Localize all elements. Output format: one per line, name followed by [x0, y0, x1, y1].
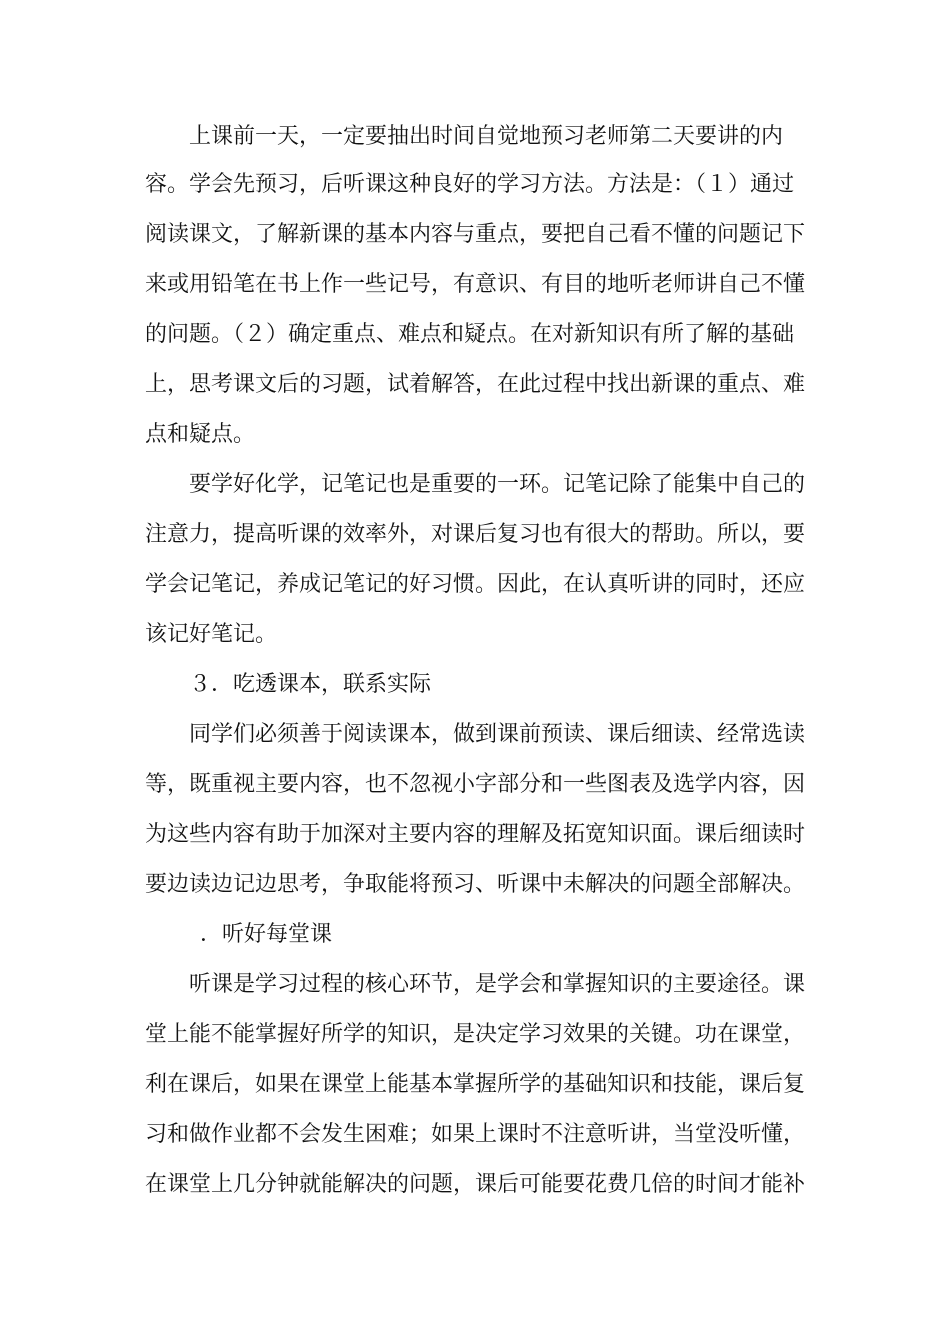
paragraph-line: 在课堂上几分钟就能解决的问题，课后可能要花费几倍的时间才能补: [145, 1172, 806, 1197]
paragraph-line: 同学们必须善于阅读课本，做到课前预读、课后细读、经常选读: [189, 722, 806, 747]
paragraph-line: 来或用铅笔在书上作一些记号，有意识、有目的地听老师讲自己不懂: [145, 272, 806, 297]
paragraph-line: 该记好笔记。: [145, 622, 278, 647]
paragraph-line: 上，思考课文后的习题，试着解答，在此过程中找出新课的重点、难: [145, 372, 806, 397]
paragraph-line: 要边读边记边思考，争取能将预习、听课中未解决的问题全部解决。: [145, 872, 806, 897]
paragraph-line: 等，既重视主要内容，也不忽视小字部分和一些图表及选学内容，因: [145, 772, 806, 797]
paragraph-line: 要学好化学，记笔记也是重要的一环。记笔记除了能集中自己的: [189, 472, 806, 497]
paragraph-line: 为这些内容有助于加深对主要内容的理解及拓宽知识面。课后细读时: [145, 822, 806, 847]
paragraph-line: 利在课后，如果在课堂上能基本掌握所学的基础知识和技能，课后复: [145, 1072, 806, 1097]
paragraph-line: 注意力，提高听课的效率外，对课后复习也有很大的帮助。所以，要: [145, 522, 806, 547]
section-heading: ３．吃透课本，联系实际: [189, 672, 432, 697]
paragraph-line: 上课前一天，一定要抽出时间自觉地预习老师第二天要讲的内: [189, 124, 784, 149]
paragraph-line: 堂上能不能掌握好所学的知识，是决定学习效果的关键。功在课堂，: [145, 1022, 806, 1047]
paragraph-line: 容。学会先预习，后听课这种良好的学习方法。方法是：（１）通过: [145, 172, 795, 197]
paragraph-line: 习和做作业都不会发生困难；如果上课时不注意听讲，当堂没听懂，: [145, 1122, 806, 1147]
paragraph-line: 学会记笔记，养成记笔记的好习惯。因此，在认真听讲的同时，还应: [145, 572, 806, 597]
section-heading: ．听好每堂课: [200, 922, 333, 947]
paragraph-line: 听课是学习过程的核心环节，是学会和掌握知识的主要途径。课: [189, 972, 806, 997]
paragraph-line: 阅读课文，了解新课的基本内容与重点，要把自己看不懂的问题记下: [145, 222, 806, 247]
paragraph-line: 的问题。（２）确定重点、难点和疑点。在对新知识有所了解的基础: [145, 322, 795, 347]
paragraph-line: 点和疑点。: [145, 422, 256, 447]
